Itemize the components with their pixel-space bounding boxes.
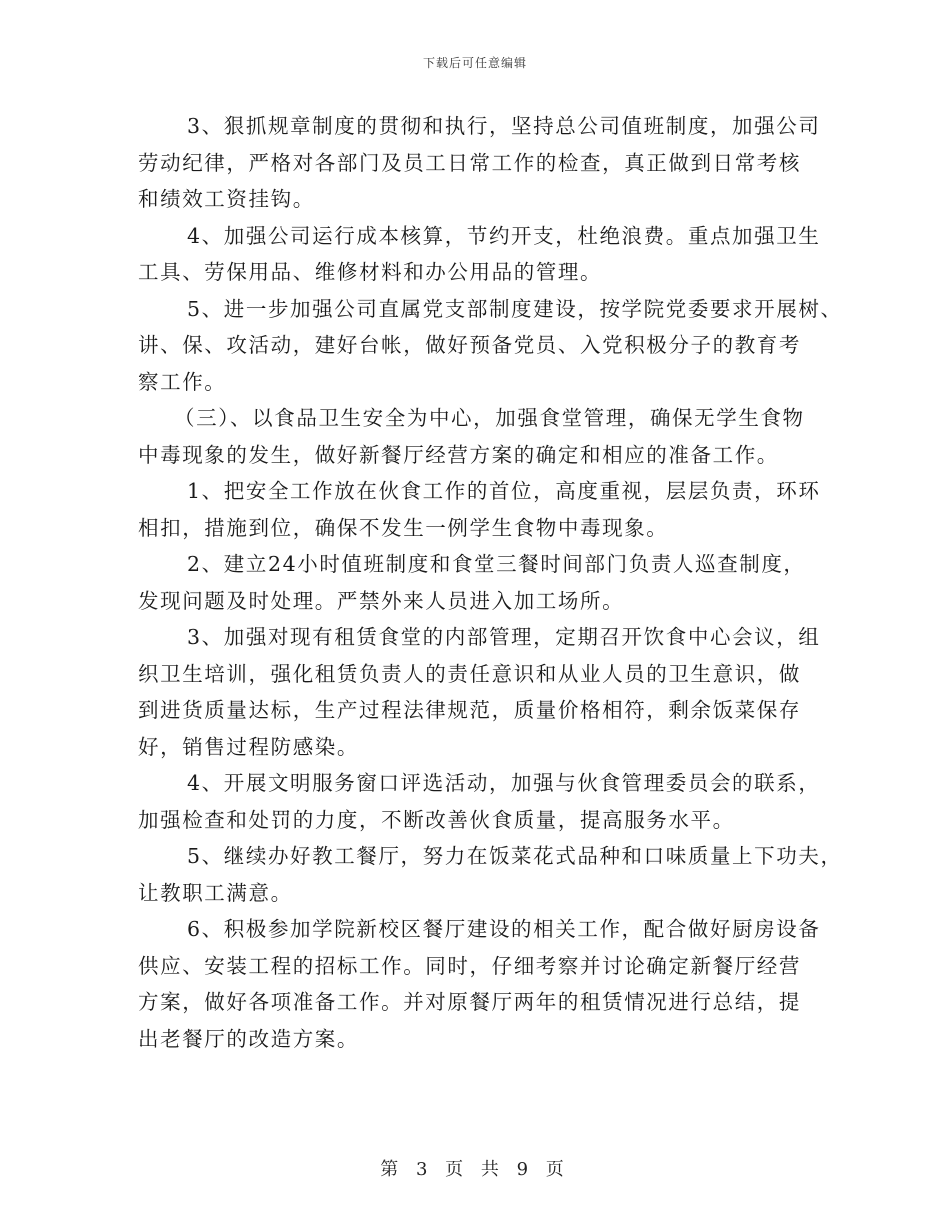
- text-line: 方案，做好各项准备工作。并对原餐厅两年的租赁情况进行总结，提: [138, 990, 801, 1014]
- text-line: 察工作。: [138, 369, 227, 394]
- paragraph: [138, 218, 821, 291]
- text-line: 相扣，措施到位，确保不发生一例学生食物中毒现象。: [138, 515, 669, 540]
- text-line: 出老餐厅的改造方案。: [138, 1026, 359, 1051]
- text-line: 6、积极参加学院新校区餐厅建设的相关工作，配合做好厨房设备: [187, 917, 821, 941]
- text-line: 5、进一步加强公司直属党支部制度建设，按学院党委要求开展树、: [187, 296, 843, 321]
- section-heading-paragraph: [138, 400, 818, 473]
- text-line: 发现问题及时处理。严禁外来人员进入加工场所。: [138, 588, 625, 613]
- text-line: （三）、以食品卫生安全为中心，加强食堂管理，确保无学生食物: [174, 406, 805, 430]
- text-line: 1、把安全工作放在伙食工作的首位，高度重视，层层负责，环环: [187, 479, 821, 503]
- paragraph: [138, 291, 843, 401]
- text-line: 中毒现象的发生，做好新餐厅经营方案的确定和相应的准备工作。: [138, 442, 779, 467]
- paragraph: [138, 765, 821, 838]
- text-line: 2、建立24小时值班制度和食堂三餐时间部门负责人巡查制度，: [187, 552, 806, 576]
- text-line: 3、狠抓规章制度的贯彻和执行，坚持总公司值班制度，加强公司: [187, 114, 821, 138]
- page-number-footer: 第 3 页 共 9 页: [380, 1159, 570, 1180]
- paragraph: [138, 838, 843, 911]
- text-line: 供应、安装工程的招标工作。同时，仔细考察并讨论确定新餐厅经营: [138, 953, 801, 978]
- text-line: 工具、劳保用品、维修材料和办公用品的管理。: [138, 260, 603, 284]
- text-line: 让教职工满意。: [138, 880, 293, 905]
- text-line: 劳动纪律，严格对各部门及员工日常工作的检查，真正做到日常考核: [138, 150, 801, 175]
- paragraph: [138, 911, 821, 1057]
- text-line: 加强检查和处罚的力度，不断改善伙食质量，提高服务水平。: [138, 807, 735, 832]
- text-line: 到进货质量达标，生产过程法律规范，质量价格相符，剩余饭菜保存: [138, 698, 801, 722]
- page-header-note: 下载后可任意编辑: [422, 56, 527, 70]
- text-line: 讲、保、攻活动，建好台帐，做好预备党员、入党积极分子的教育考: [138, 333, 801, 357]
- text-line: 好，销售过程防感染。: [138, 734, 359, 759]
- document-body: [138, 108, 843, 1057]
- text-line: 3、加强对现有租赁食堂的内部管理，定期召开饮食中心会议，组: [187, 625, 821, 649]
- text-line: 5、继续办好教工餐厅，努力在饭菜花式品种和口味质量上下功夫，: [187, 844, 843, 868]
- paragraph: [138, 619, 821, 765]
- text-line: 4、加强公司运行成本核算，节约开支，杜绝浪费。重点加强卫生: [187, 223, 821, 248]
- text-line: 和绩效工资挂钩。: [138, 187, 315, 211]
- paragraph: [138, 473, 821, 546]
- text-line: 织卫生培训，强化租赁负责人的责任意识和从业人员的卫生意识，做: [138, 661, 801, 686]
- text-line: 4、开展文明服务窗口评选活动，加强与伙食管理委员会的联系，: [187, 771, 821, 795]
- paragraph: [138, 546, 818, 619]
- paragraph: [138, 108, 821, 218]
